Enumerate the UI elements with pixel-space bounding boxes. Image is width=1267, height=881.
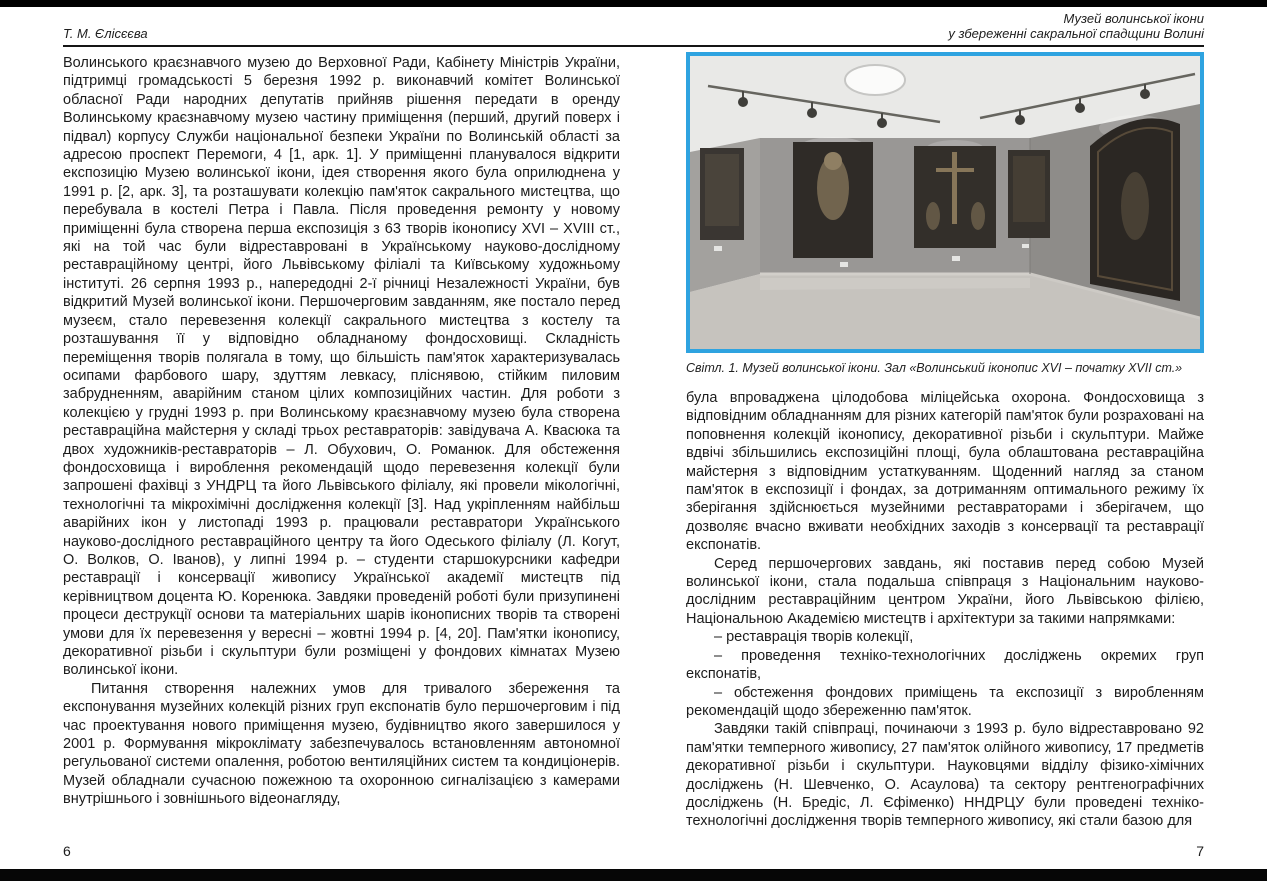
running-head-title-line1: Музей волинської ікони [1063,11,1204,26]
list-item: – обстеження фондових приміщень та експозиції з виробленням рекомендацій щодо збереженню пам'яток. [686,684,1204,719]
list-item: – реставрація творів колекції, [714,629,914,646]
list-item: – проведення техніко-технологічних досліджень окремих груп експонатів, [686,647,1204,683]
running-head-title [686,11,1204,41]
photo-caption: Світл. 1. Музей волинської ікони. Зал «Волинський іконопис XVI – початку XVII ст.» [686,361,1183,375]
running-head-author: Т. М. Єлісєєва [63,26,148,41]
running-head-title-line2: у збереженні сакральної спадщини Волині [948,26,1204,41]
museum-hall-photo-graphic [690,56,1200,349]
page-number-right: 7 [1196,843,1204,859]
scan-edge-bottom [0,869,1267,881]
scan-edge-top [0,0,1267,7]
right-page-column [686,52,1204,831]
paragraph: була впроваджена цілодобова міліцейська охорона. Фондосховища з відповідним обладнанням для різних категорій пам'яток були розраховані на поповнення колекцій іконопису, декоративної різьби і скульптури. Майже вдвічі збільшились експозиційні площі, була облаштована реставраційна майстерня з відповідним устаткуванням. Щоденний нагляд за станом пам'яток в експозиції і фондах, за дотриманням оптимального режиму їх зберігання здійснюється музейними реставраторами і зберігачем, що дозволяє вчасно вживати необхідних заходів з консервації та реставрації експонатів. [686,390,1204,554]
museum-hall-photo [686,52,1204,353]
paragraph: Серед першочергових завдань, які поставив перед собою Музей волинської ікони, стала подальша співпраця з Національним науково-дослідним реставраційним центром України, його Львівською філією, Національною Академією мистецтв і архітектури за такими напрямками: [686,555,1204,627]
left-page-text-column [63,54,620,809]
page-number-left: 6 [63,843,71,859]
header-divider [63,45,1204,47]
paragraph: Волинського краєзнавчого музею до Верховної Ради, Кабінету Міністрів України, підтримці громадськості 5 березня 1992 р. виконавчий комітет Волинської обласної Ради народних депутатів прийняв рішення передати в оренду Волинському краєзнавчому музею частину приміщення (перший, другий поверх і підвал) корпусу Служби національної безпеки України по Волинській області за адресою проспект Перемоги, 4 [1, арк. 1]. У приміщенні планувалося відкрити експозицію Музею волинської ікони, ідея створення якого була оприлюднена у 1991 р. [2, арк. 3], та розташувати колекцію пам'яток сакрального мистецтва, що перебувала в костелі Петра і Павла. Після проведення ремонту у новому приміщенні була створена перша експозиція з 63 творів іконопису XVI – XVIII ст., які на той час були відреставровані в Українському науково-дослідному реставраційному центрі, його Львівському філіалі та Київському художньому інституті. 26 серпня 1993 р., напередодні 2-ї річниці Незалежності України, був відкритий Музей волинської ікони. Першочерговим завданням, яке постало перед музеєм, стало перевезення колекції сакрального мистецтва з костелу та розташування її у відповідно обладнаному фондосховищі. Складність переміщення творів полягала в тому, що більшість пам'яток характеризувалась осипами фарбового шару, здуттям левкасу, пліснявою, стійким пиловим забрудненням, аварійним станом цілих композиційних частин. Для роботи з колекцією у грудні 1993 р. при Волинському краєзнавчому музею була створена реставраційна майстерня у складі трьох реставраторів: завідувача А. Квасюка та двох художників-реставраторів – Л. Обухович, О. Романюк. Для обстеження фондосховища і вироблення рекомендацій щодо перевезення колекції були запрошені фахівці з УНДРЦ та його Львівського філіалу, які провели мікологічні, технологічні та мікрохімічні дослідження колекції [3]. Над укріпленням найбільш аварійних ікон у листопаді 1993 р. працювали реставратори Українського науково-дослідного реставраційного центру та його Одеського філіалу (Л. Когут, О. Волков, О. Іванов), у липні 1994 р. – студенти старшокурсники кафедри реставрації і консервації живопису Української академії мистецтв під керівництвом доцента Ю. Коренюка. Завдяки проведеній роботі були призупинені процеси деструкції основи та матеріальних шарів іконописних творів та створені умови для їх перевезення у вересні – жовтні 1994 р. [4, 20]. Пам'ятки іконопису, декоративної різьби і скульптури були розміщені у фондових кімнатах Музею волинської ікони. [63,55,620,679]
paragraph: Питання створення належних умов для тривалого збереження та експонування музейних колекцій різних груп експонатів було першочерговим і під час проектування нового приміщення музею, будівництво якого завершилося у 2001 р. Формування мікроклімату забезпечувалось встановленням автономної регульованої системи опалення, роботою вентиляційних систем та кондиціонерів. Музей обладнали сучасною пожежною та охоронною сигналізацією з камерами внутрішнього і зовнішнього відеонагляду, [63,680,620,808]
paragraph: Завдяки такій співпраці, починаючи з 1993 р. було відреставровано 92 пам'ятки темперного живопису, 27 пам'яток олійного живопису, 17 предметів декоративної різьби і скульптури. Науковцями відділу фізико-хімічних досліджень (Н. Шевченко, О. Асаулова) та сектору рентгенографічних досліджень (Н. Бредіс, Л. Єфіменко) ННДРЦУ були проведені техніко-технологічні дослідження творів темперного живопису, які стали базою для [686,721,1204,830]
